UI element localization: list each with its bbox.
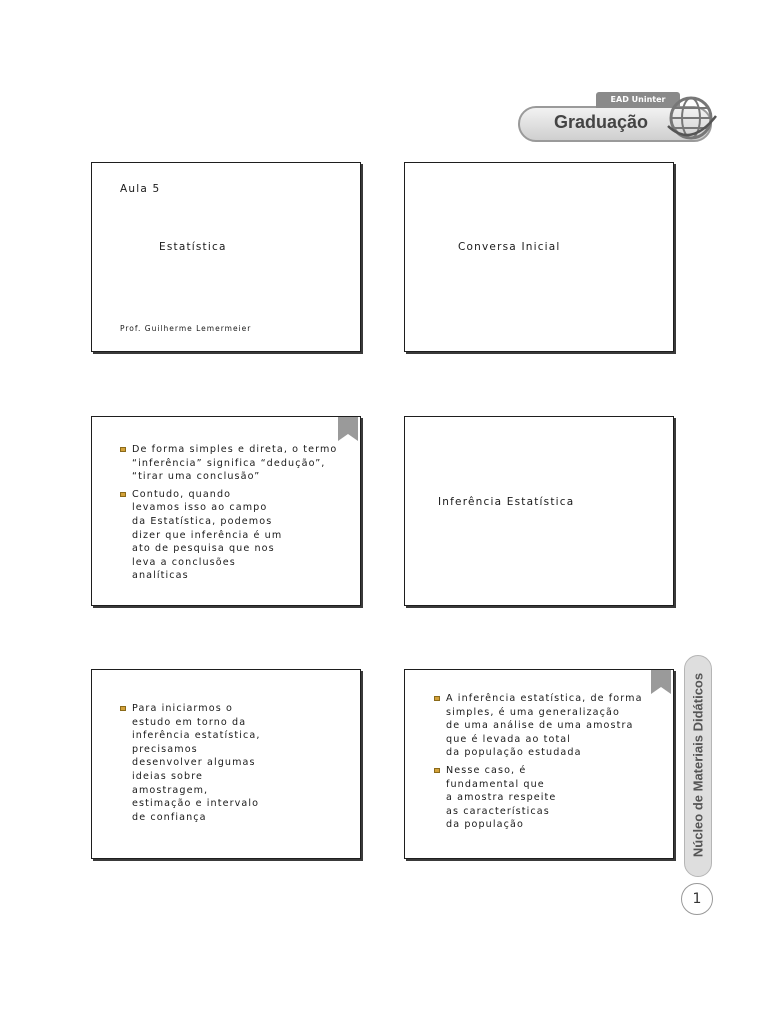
list-item: De forma simples e direta, o termo “inferência” significa “dedução”, “tirar uma conclusão” [120,443,337,484]
bullet-list [434,692,643,836]
bullet-icon [434,696,440,701]
bullet-icon [120,492,126,497]
bullet-list [120,443,337,587]
page-number: 1 [681,883,713,915]
bookmark-icon [651,670,671,694]
bullet-icon [120,447,126,452]
slide-aula-label: Aula 5 [120,183,161,195]
list-item: Nesse caso, é fundamental que a amostra respeite as características da população [434,764,643,832]
slide-3 [91,416,361,606]
slide-5 [91,669,361,859]
slide-author: Prof. Guilherme Lemermeier [120,324,252,333]
bullet-icon [120,706,126,711]
materials-sidebar [679,655,717,917]
graduacao-badge [514,84,720,150]
list-item: Para iniciarmos o estudo em torno da inferência estatística, precisamos desenvolver algumas ideias sobre amostragem, estimação e intervalo de confiança [120,702,261,824]
slide-2 [404,162,674,352]
slide-4 [404,416,674,606]
globe-icon [664,86,718,146]
slide-6 [404,669,674,859]
slide-title: Estatística [159,241,227,253]
list-item: Contudo, quando levamos isso ao campo da Estatística, podemos dizer que inferência é um ato de pesquisa que nos leva a conclusões analíticas [120,488,337,583]
bookmark-icon [338,417,358,441]
bullet-list [120,702,261,828]
sidebar-label: Núcleo de Materiais Didáticos [690,672,706,858]
list-item: A inferência estatística, de forma simples, é uma generalização de uma análise de uma amostra que é levada ao total da população estudada [434,692,643,760]
slide-1 [91,162,361,352]
bullet-icon [434,768,440,773]
slide-title: Conversa Inicial [458,241,561,253]
badge-title: Graduação [554,112,649,132]
slide-title: Inferência Estatística [438,496,575,508]
badge-tag: EAD Uninter [596,92,680,108]
